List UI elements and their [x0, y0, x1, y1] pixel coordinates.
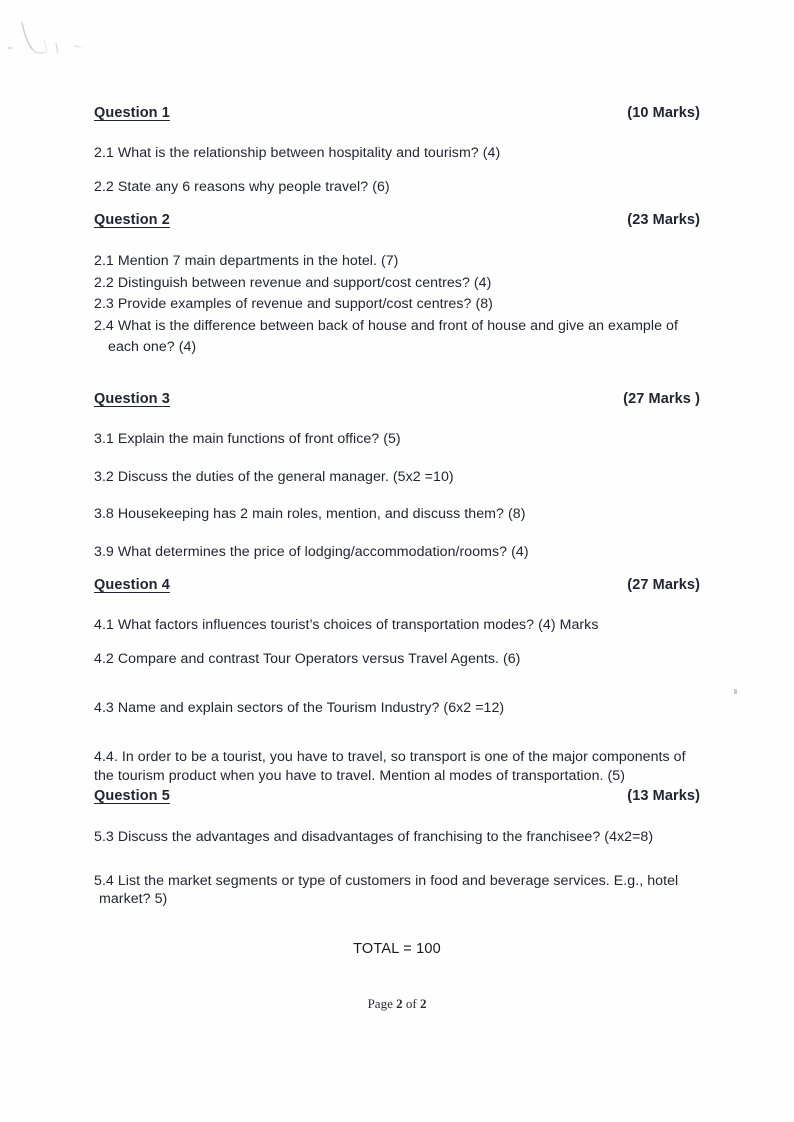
question-item-5-3: 5.3 Discuss the advantages and disadvantages of franchising to the franchisee? (4x2=8): [94, 828, 654, 845]
question-heading-4: [94, 576, 700, 594]
question-item-4-2: 4.2 Compare and contrast Tour Operators versus Travel Agents. (6): [94, 650, 521, 667]
question-marks-1: (10 Marks): [627, 105, 700, 121]
question-heading-5: [94, 787, 700, 805]
total-marks-line: TOTAL = 100: [353, 941, 441, 957]
page-total: 2: [419, 996, 427, 1011]
scan-speck: [734, 689, 737, 694]
page-of-label: of: [405, 996, 417, 1011]
question-item-1-1: 2.1 What is the relationship between hospitality and tourism? (4): [94, 145, 501, 162]
question-item-4-4: 4.4. In order to be a tourist, you have to travel, so transport is one of the major components of the tourism product when you have to travel. Mention al modes of transportation. (5): [94, 749, 690, 784]
question-item-3-2: 3.2 Discuss the duties of the general manager. (5x2 =10): [94, 468, 454, 485]
page-label: Page: [367, 996, 393, 1011]
question-heading-3: [94, 390, 700, 408]
question-title-4: Question 4: [94, 576, 170, 593]
question-title-5: Question 5: [94, 788, 170, 805]
question-item-4-1: 4.1 What factors influences tourist’s choices of transportation modes? (4) Marks: [94, 617, 599, 634]
question-marks-4: (27 Marks): [627, 576, 700, 593]
question-title-1: Question 1: [94, 105, 170, 121]
question-marks-2: (23 Marks): [627, 212, 700, 229]
question-paper-body: [94, 104, 700, 909]
question-item-3-3: 3.8 Housekeeping has 2 main roles, mention, and discuss them? (8): [94, 506, 526, 523]
question-item-3-1: 3.1 Explain the main functions of front office? (5): [94, 431, 401, 448]
scan-artifact-smudge: [0, 0, 120, 80]
question-item-5-4: 5.4 List the market segments or type of customers in food and beverage services. E.g., hotel market? 5): [94, 872, 683, 908]
question-item-4-3: 4.3 Name and explain sectors of the Tourism Industry? (6x2 =12): [94, 700, 505, 717]
question-marks-3: (27 Marks ): [623, 391, 700, 408]
question-items-2: [94, 251, 700, 359]
question-item-2-1: 2.1 Mention 7 main departments in the hotel. (7): [94, 253, 399, 270]
page-current: 2: [396, 996, 403, 1011]
page-number-footer: [0, 996, 794, 1012]
question-marks-5: (13 Marks): [627, 788, 700, 805]
question-item-3-4: 3.9 What determines the price of lodging/accommodation/rooms? (4): [94, 543, 529, 560]
question-heading-2: [94, 211, 700, 229]
question-item-2-2: 2.2 Distinguish between revenue and support/cost centres? (4): [94, 274, 492, 291]
question-title-2: Question 2: [94, 212, 170, 229]
question-item-2-4: 2.4 What is the difference between back of house and front of house and give an example of each one? (4): [94, 317, 682, 356]
question-item-1-2: 2.2 State any 6 reasons why people travel? (6): [94, 178, 390, 195]
question-item-2-3: 2.3 Provide examples of revenue and support/cost centres? (8): [94, 296, 493, 313]
question-heading-1: [94, 104, 700, 122]
question-title-3: Question 3: [94, 391, 170, 408]
